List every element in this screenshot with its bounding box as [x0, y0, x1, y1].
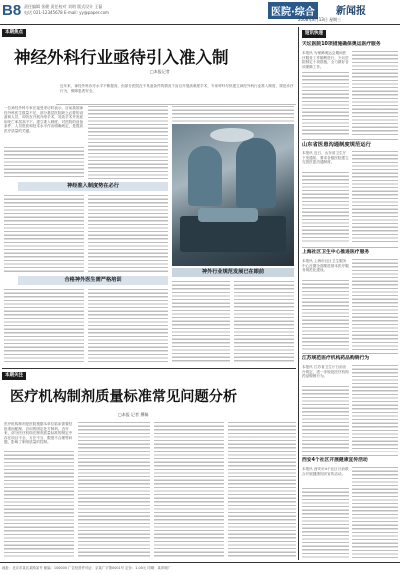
sidebar-divider — [298, 27, 299, 560]
article1-subhead-2: 合格神外医生需严格培训 — [18, 276, 168, 285]
sidebar-item-1-title: 天坛医院10项措施确保奥运医疗服务 — [302, 42, 381, 47]
footer-text: 地址：北京市某区某路某号 邮编：100000 广告经营许可证：京某广字第0001号 定价：1.00元 印刷：某印刷厂 — [2, 566, 172, 570]
sidebar-text-4b — [352, 365, 398, 452]
article1-text-col2a — [88, 106, 168, 179]
photo-caption: 神外行业规范发展已在眼前 — [172, 268, 294, 277]
article1-text-col3a — [172, 106, 294, 122]
sidebar-sep-1 — [302, 139, 398, 140]
article2-body: 医疗机构制剂是医院根据本单位临床需要经批准而配制、自用的固定处方制剂。近年来，部分医疗机构在制剂质量标准的制定中存在项目不全、方法不当、限度不合理等问题，影响了制剂质量的控制。 — [4, 422, 73, 445]
article2-text-col3 — [154, 422, 224, 558]
masthead-info-2: 电话 021-12345678 E-mail: yy@paper.com — [24, 10, 109, 15]
paper-name: 新闻报 — [336, 6, 366, 17]
article2-text-col2 — [78, 422, 150, 558]
article2-tag: 本期关注 — [2, 372, 26, 380]
article1-text-col1c — [4, 289, 84, 363]
sidebar-item-3-body: 本报讯 上海市社区卫生服务中心近期全面推进基本医疗服务规范化建设。 — [302, 259, 349, 273]
footer-rule — [0, 562, 400, 563]
article1-text-col1b — [4, 195, 84, 273]
article2-headline: 医疗机构制剂质量标准常见问题分析 — [10, 389, 238, 405]
sidebar-text-1b — [352, 51, 398, 136]
article1-tag: 本期焦点 — [2, 29, 26, 37]
sterile-drape — [198, 208, 258, 222]
article1-text-col2c — [88, 289, 168, 363]
sidebar-item-1-body: 本报讯 为保障奥运会期间医疗服务工作顺利进行，天坛医院制定十项措施，全力做好各项保障工作。 — [302, 51, 349, 69]
sidebar-text-2a — [302, 172, 349, 244]
section-name: 医院·综合 — [268, 2, 318, 19]
sidebar-text-4a — [302, 386, 349, 452]
sidebar-sep-3 — [302, 353, 398, 354]
sidebar-sep-2 — [302, 247, 398, 248]
article1-text-col4b — [234, 281, 294, 363]
article1-lead: 近年来，神经外科诊疗水平不断提高，但部分医院在不具备条件的情况下盲目开展高难度手术，专家呼吁尽快建立神经外科行业准入制度，规范诊疗行为，保障患者安全。 — [60, 84, 294, 93]
surgeon-figure-2 — [236, 138, 276, 208]
article1-body: 一位神经外科专家在接受采访时表示，目前我国神经外科医生数量不足，部分基层医院缺乏必要的设备和人员，却仍在开展开颅手术，导致手术并发症和死亡率居高不下。建立准入制度，对医院的设备条件、人员资质和技术水平作出明确规定，是提高医疗质量的关键。 — [4, 106, 84, 133]
article1-text-col2b — [88, 195, 168, 273]
sidebar-item-4-body: 本报讯 江苏省卫生厅日前出台规定，进一步规范医疗机构药品购销行为。 — [302, 365, 349, 379]
article1-text-col1a — [4, 147, 84, 179]
article2-byline: □本报 记者 撰稿 — [118, 412, 149, 417]
sidebar-item-3-title: 上海社区卫生中心推进医疗服务 — [302, 250, 370, 255]
sidebar-text-1a — [302, 72, 349, 136]
article1-text-col3b — [172, 281, 230, 363]
article1-byline: □本报记者 — [150, 69, 170, 74]
article2-text-col4 — [228, 422, 296, 558]
surgeon-figure-1 — [188, 146, 222, 206]
article2-rule — [2, 368, 296, 369]
sidebar-text-2b — [352, 151, 398, 244]
sidebar-text-5a — [302, 488, 349, 558]
page-code: B8 — [2, 2, 22, 19]
sidebar-item-5-body: 本报讯 西安市4个社区日前联合开展健康知识宣传活动。 — [302, 467, 349, 476]
article1-headline: 神经外科行业亟待引入准入制 — [14, 48, 229, 67]
masthead-info-1: 责任编辑 张健 责任校对 刘明 版式设计 王磊 — [24, 4, 103, 9]
article1-subhead-1: 神经准入制度势在必行 — [18, 182, 168, 191]
sidebar-text-3b — [352, 259, 398, 350]
surgery-photo — [172, 124, 294, 266]
sidebar-tag: 短讯快递 — [302, 30, 326, 38]
issue-date: 2008年8月13日 星期三 — [298, 17, 342, 22]
sidebar-text-3a — [302, 280, 349, 350]
sidebar-item-4-title: 江苏规范医疗机构药品购销行为 — [302, 356, 370, 361]
sidebar-text-5b — [352, 467, 398, 558]
masthead-rule — [0, 24, 400, 25]
sidebar-item-5-title: 西安4个社区开展健康宣传活动 — [302, 458, 368, 463]
masthead — [0, 0, 400, 24]
sidebar-item-2-body: 本报讯 近日，山东省卫生厅下发通知，要求各级医院建立完善医患沟通制度。 — [302, 151, 349, 165]
article2-text-col1 — [4, 451, 74, 558]
operating-lamp — [210, 128, 254, 142]
sidebar-item-2-title: 山东省医患沟通制度规范运行 — [302, 142, 371, 148]
sidebar-sep-4 — [302, 455, 398, 456]
lead-rule — [56, 104, 296, 105]
